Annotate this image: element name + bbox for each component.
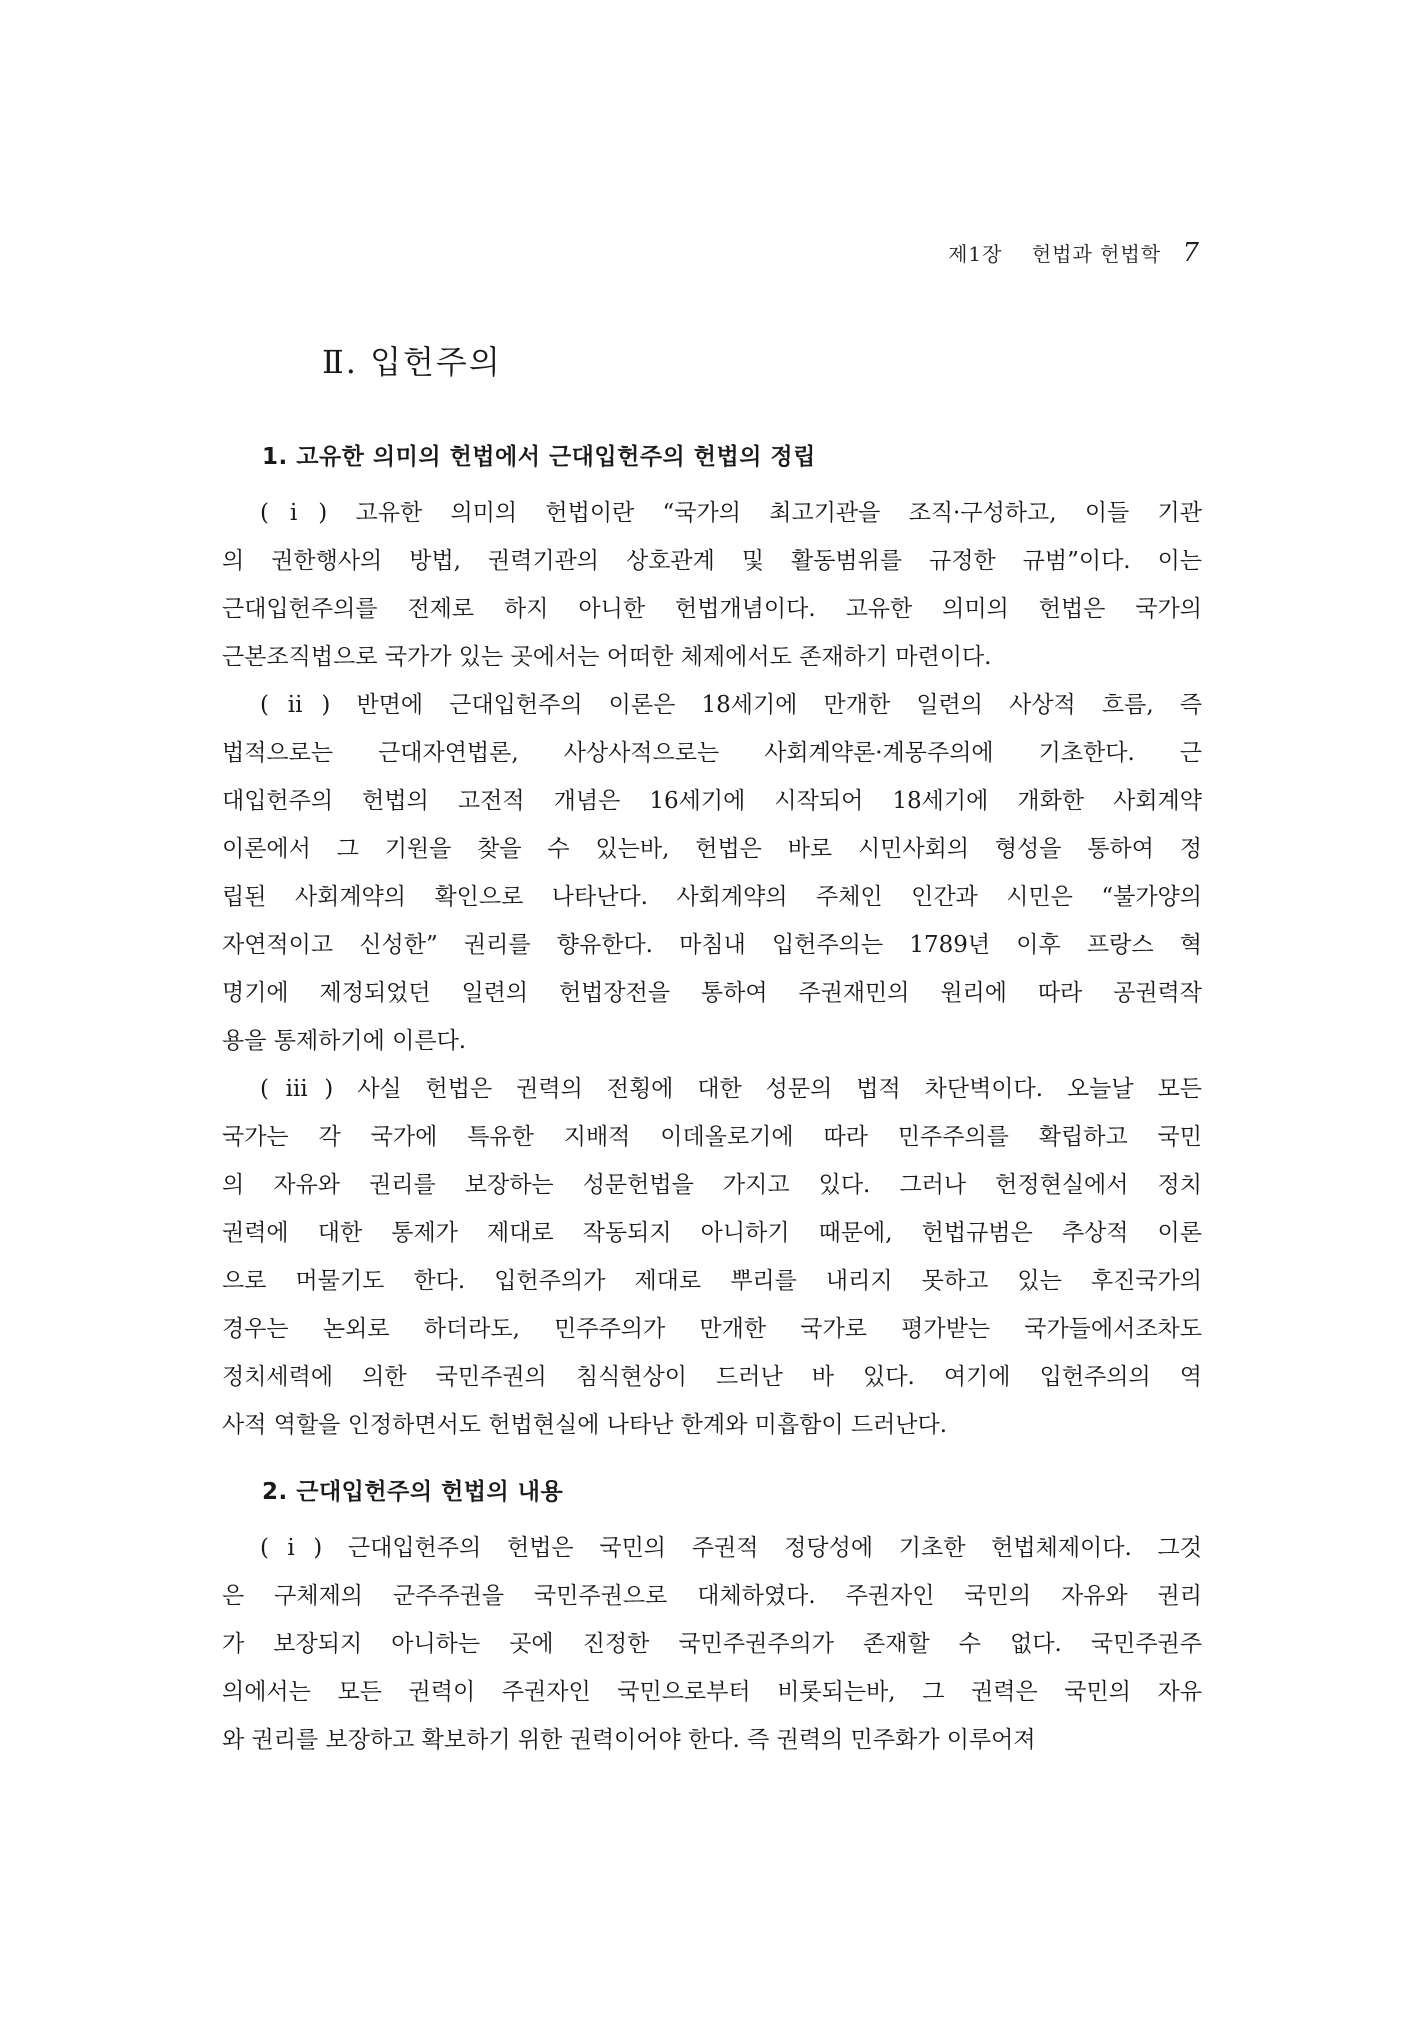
text-line: 법적으로는 근대자연법론, 사상사적으로는 사회계약론·계몽주의에 기초한다. 근: [222, 740, 1202, 766]
text-line: 용을 통제하기에 이른다.: [222, 1028, 467, 1054]
text-line: 자연적이고 신성한” 권리를 향유한다. 마침내 입헌주의는 1789년 이후 프랑스 혁: [222, 932, 1202, 958]
subsection-2-body: [222, 1524, 1202, 1764]
chapter-title: 헌법과 헌법학: [1031, 242, 1162, 266]
section-title: Ⅱ. 입헌주의: [322, 343, 502, 381]
subsection-1: [222, 437, 1202, 1449]
text-line: 가 보장되지 아니하는 곳에 진정한 국민주권주의가 존재할 수 없다. 국민주권주: [222, 1631, 1202, 1657]
text-line: 근본조직법으로 국가가 있는 곳에서는 어떠한 체제에서도 존재하기 마련이다.: [222, 644, 992, 670]
text-line: 국가는 각 국가에 특유한 지배적 이데올로기에 따라 민주주의를 확립하고 국민: [222, 1124, 1202, 1150]
paragraph: [222, 1524, 1202, 1764]
running-header: [948, 238, 1200, 268]
text-line: 이론에서 그 기원을 찾을 수 있는바, 헌법은 바로 시민사회의 형성을 통하여 정: [222, 836, 1202, 862]
text-line: 은 구체제의 군주주권을 국민주권으로 대체하였다. 주권자인 국민의 자유와 권리: [222, 1583, 1202, 1609]
chapter-label: 제1장: [948, 242, 1003, 266]
text-line: (ⅰ) 근대입헌주의 헌법은 국민의 주권적 정당성에 기초한 헌법체제이다. 그것: [260, 1535, 1202, 1561]
subsection-2: [222, 1472, 1202, 1764]
text-line: (ⅰ) 고유한 의미의 헌법이란 “국가의 최고기관을 조직·구성하고, 이들 기관: [260, 500, 1202, 526]
text-line: 정치세력에 의한 국민주권의 침식현상이 드러난 바 있다. 여기에 입헌주의의 역: [222, 1364, 1202, 1390]
text-line: 으로 머물기도 한다. 입헌주의가 제대로 뿌리를 내리지 못하고 있는 후진국가의: [222, 1268, 1202, 1294]
text-line: 명기에 제정되었던 일련의 헌법장전을 통하여 주권재민의 원리에 따라 공권력작: [222, 980, 1202, 1006]
page-number: 7: [1182, 238, 1200, 268]
text-line: 경우는 논외로 하더라도, 민주주의가 만개한 국가로 평가받는 국가들에서조차도: [222, 1316, 1202, 1342]
subsection-1-body: [222, 489, 1202, 1449]
text-line: 의 자유와 권리를 보장하는 성문헌법을 가지고 있다. 그러나 헌정현실에서 정치: [222, 1172, 1202, 1198]
subsection-1-heading: 1. 고유한 의미의 헌법에서 근대입헌주의 헌법의 정립: [262, 444, 816, 470]
text-line: 근대입헌주의를 전제로 하지 아니한 헌법개념이다. 고유한 의미의 헌법은 국가의: [222, 596, 1202, 622]
text-line: 의에서는 모든 권력이 주권자인 국민으로부터 비롯되는바, 그 권력은 국민의 자유: [222, 1679, 1202, 1705]
text-line: 권력에 대한 통제가 제대로 작동되지 아니하기 때문에, 헌법규범은 추상적 이론: [222, 1220, 1202, 1246]
text-line: 립된 사회계약의 확인으로 나타난다. 사회계약의 주체인 인간과 시민은 “불가양의: [222, 884, 1202, 910]
text-line: 의 권한행사의 방법, 권력기관의 상호관계 및 활동범위를 규정한 규범”이다. 이는: [222, 548, 1202, 574]
text-line: 대입헌주의 헌법의 고전적 개념은 16세기에 시작되어 18세기에 개화한 사회계약: [222, 788, 1202, 814]
text-line: 와 권리를 보장하고 확보하기 위한 권력이어야 한다. 즉 권력의 민주화가 이루어져: [222, 1727, 1036, 1753]
paragraph: [222, 1065, 1202, 1449]
subsection-2-heading: 2. 근대입헌주의 헌법의 내용: [262, 1479, 564, 1505]
text-line: (ⅱ) 반면에 근대입헌주의 이론은 18세기에 만개한 일련의 사상적 흐름, 즉: [260, 692, 1202, 718]
text-line: 사적 역할을 인정하면서도 헌법현실에 나타난 한계와 미흡함이 드러난다.: [222, 1412, 948, 1438]
paragraph: [222, 489, 1202, 681]
text-line: (ⅲ) 사실 헌법은 권력의 전횡에 대한 성문의 법적 차단벽이다. 오늘날 모든: [260, 1076, 1202, 1102]
paragraph: [222, 681, 1202, 1065]
